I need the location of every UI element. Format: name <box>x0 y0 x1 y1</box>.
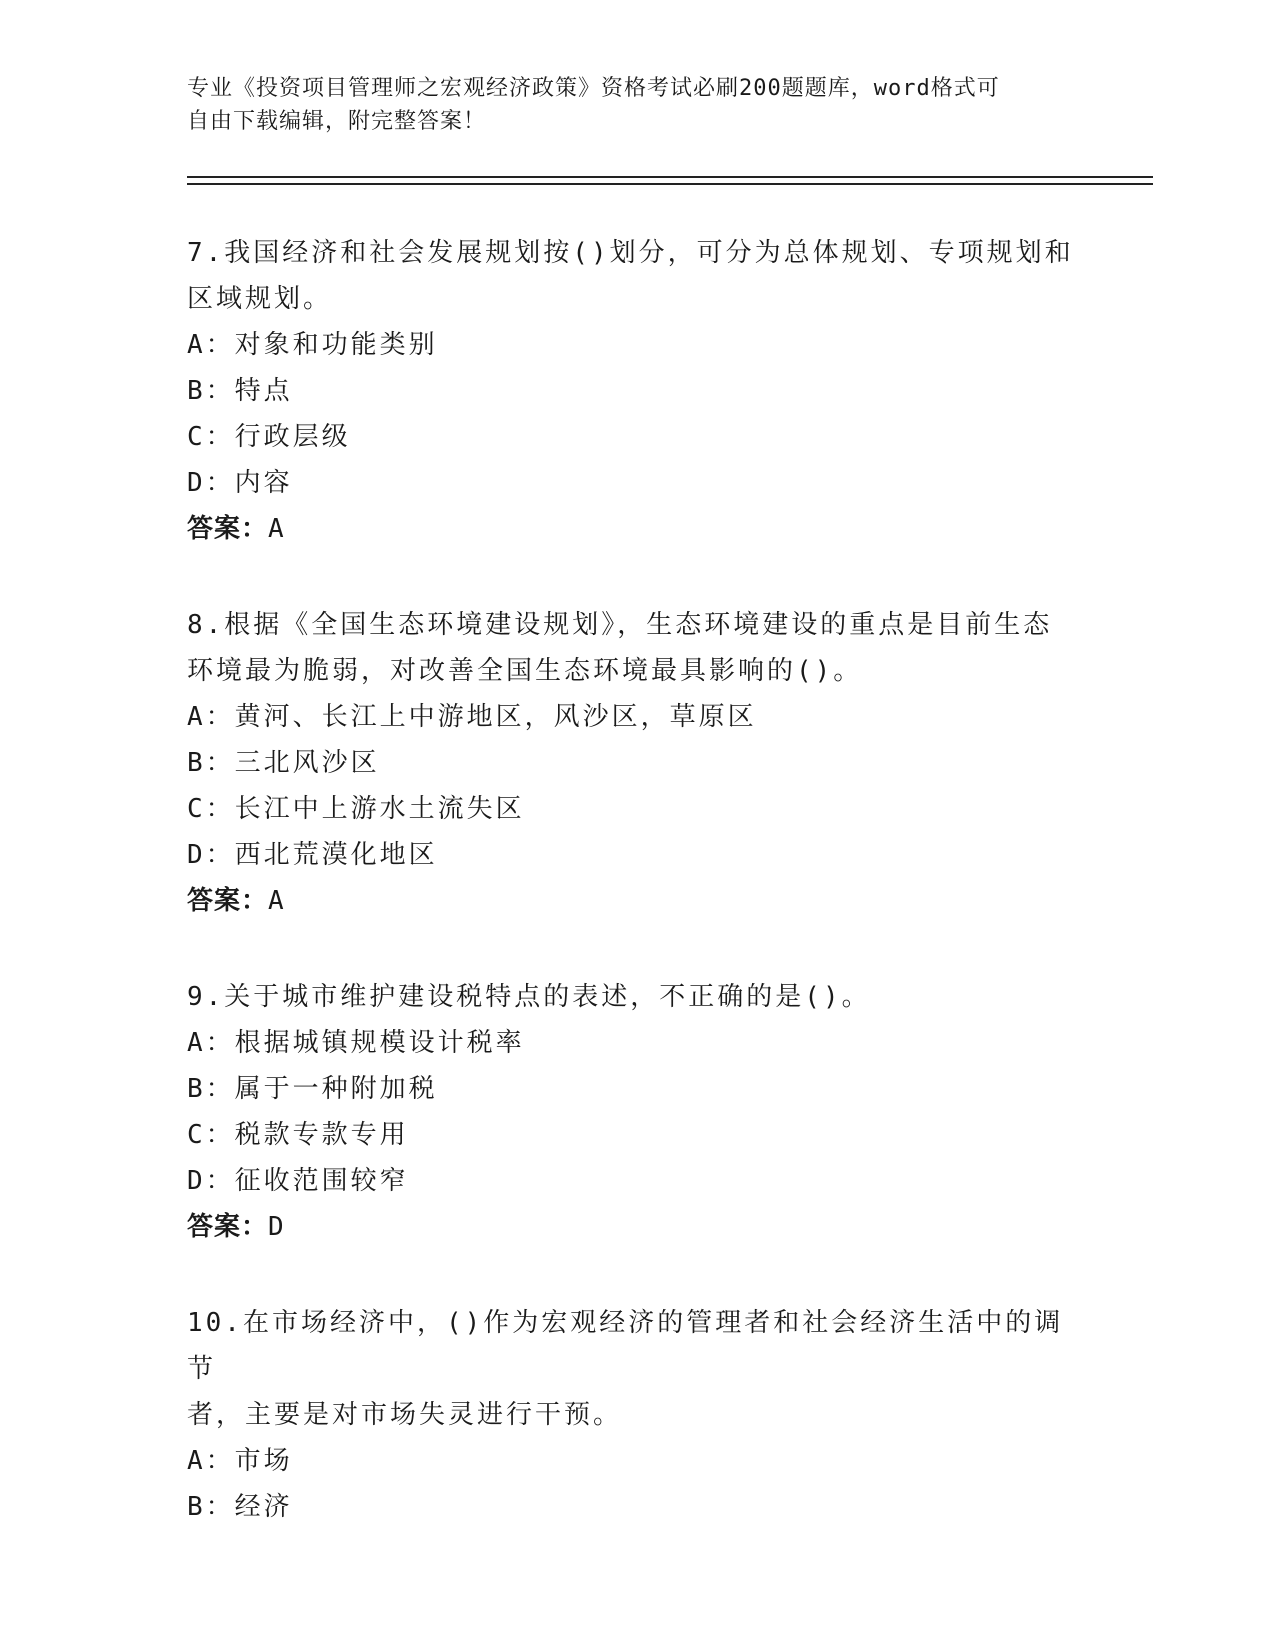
answer-label: 答案： <box>187 886 269 916</box>
option-c: C：行政层级 <box>187 422 351 452</box>
option-b: B：特点 <box>187 376 293 406</box>
question-7 <box>187 230 1087 552</box>
question-stem: 10.在市场经济中，()作为宏观经济的管理者和社会经济生活中的调节 <box>187 1308 1064 1384</box>
question-list <box>187 230 1087 1580</box>
question-stem: 者，主要是对市场失灵进行干预。 <box>187 1400 623 1430</box>
answer-value: A <box>268 886 285 916</box>
option-b: B：三北风沙区 <box>187 748 380 778</box>
header-line: 专业《投资项目管理师之宏观经济政策》资格考试必刷200题题库，word格式可 <box>187 76 1000 101</box>
header-divider <box>187 183 1153 185</box>
option-b: B：经济 <box>187 1492 293 1522</box>
answer-line <box>187 1204 1087 1250</box>
question-stem: 8.根据《全国生态环境建设规划》，生态环境建设的重点是目前生态 <box>187 610 1053 640</box>
question-stem: 7.我国经济和社会发展规划按()划分，可分为总体规划、专项规划和 <box>187 238 1074 268</box>
option-a: A：黄河、长江上中游地区，风沙区，草原区 <box>187 702 757 732</box>
option-c: C：税款专款专用 <box>187 1120 409 1150</box>
option-a: A：市场 <box>187 1446 293 1476</box>
option-c: C：长江中上游水土流失区 <box>187 794 525 824</box>
question-9 <box>187 974 1087 1250</box>
option-d: D：西北荒漠化地区 <box>187 840 438 870</box>
answer-line <box>187 878 1087 924</box>
answer-label: 答案： <box>187 1212 269 1242</box>
answer-value: A <box>268 514 285 544</box>
question-stem: 环境最为脆弱，对改善全国生态环境最具影响的()。 <box>187 656 863 686</box>
option-b: B：属于一种附加税 <box>187 1074 438 1104</box>
question-stem: 9.关于城市维护建设税特点的表述，不正确的是()。 <box>187 982 871 1012</box>
header-line: 自由下载编辑，附完整答案！ <box>187 109 487 134</box>
question-8 <box>187 602 1087 924</box>
answer-label: 答案： <box>187 514 269 544</box>
answer-value: D <box>268 1212 285 1242</box>
header-divider <box>187 176 1153 178</box>
option-a: A：根据城镇规模设计税率 <box>187 1028 525 1058</box>
question-stem: 区域规划。 <box>187 284 333 314</box>
option-d: D：内容 <box>187 468 293 498</box>
option-a: A：对象和功能类别 <box>187 330 438 360</box>
document-header <box>187 72 1067 138</box>
option-d: D：征收范围较窄 <box>187 1166 409 1196</box>
answer-line <box>187 506 1087 552</box>
question-10 <box>187 1300 1087 1530</box>
